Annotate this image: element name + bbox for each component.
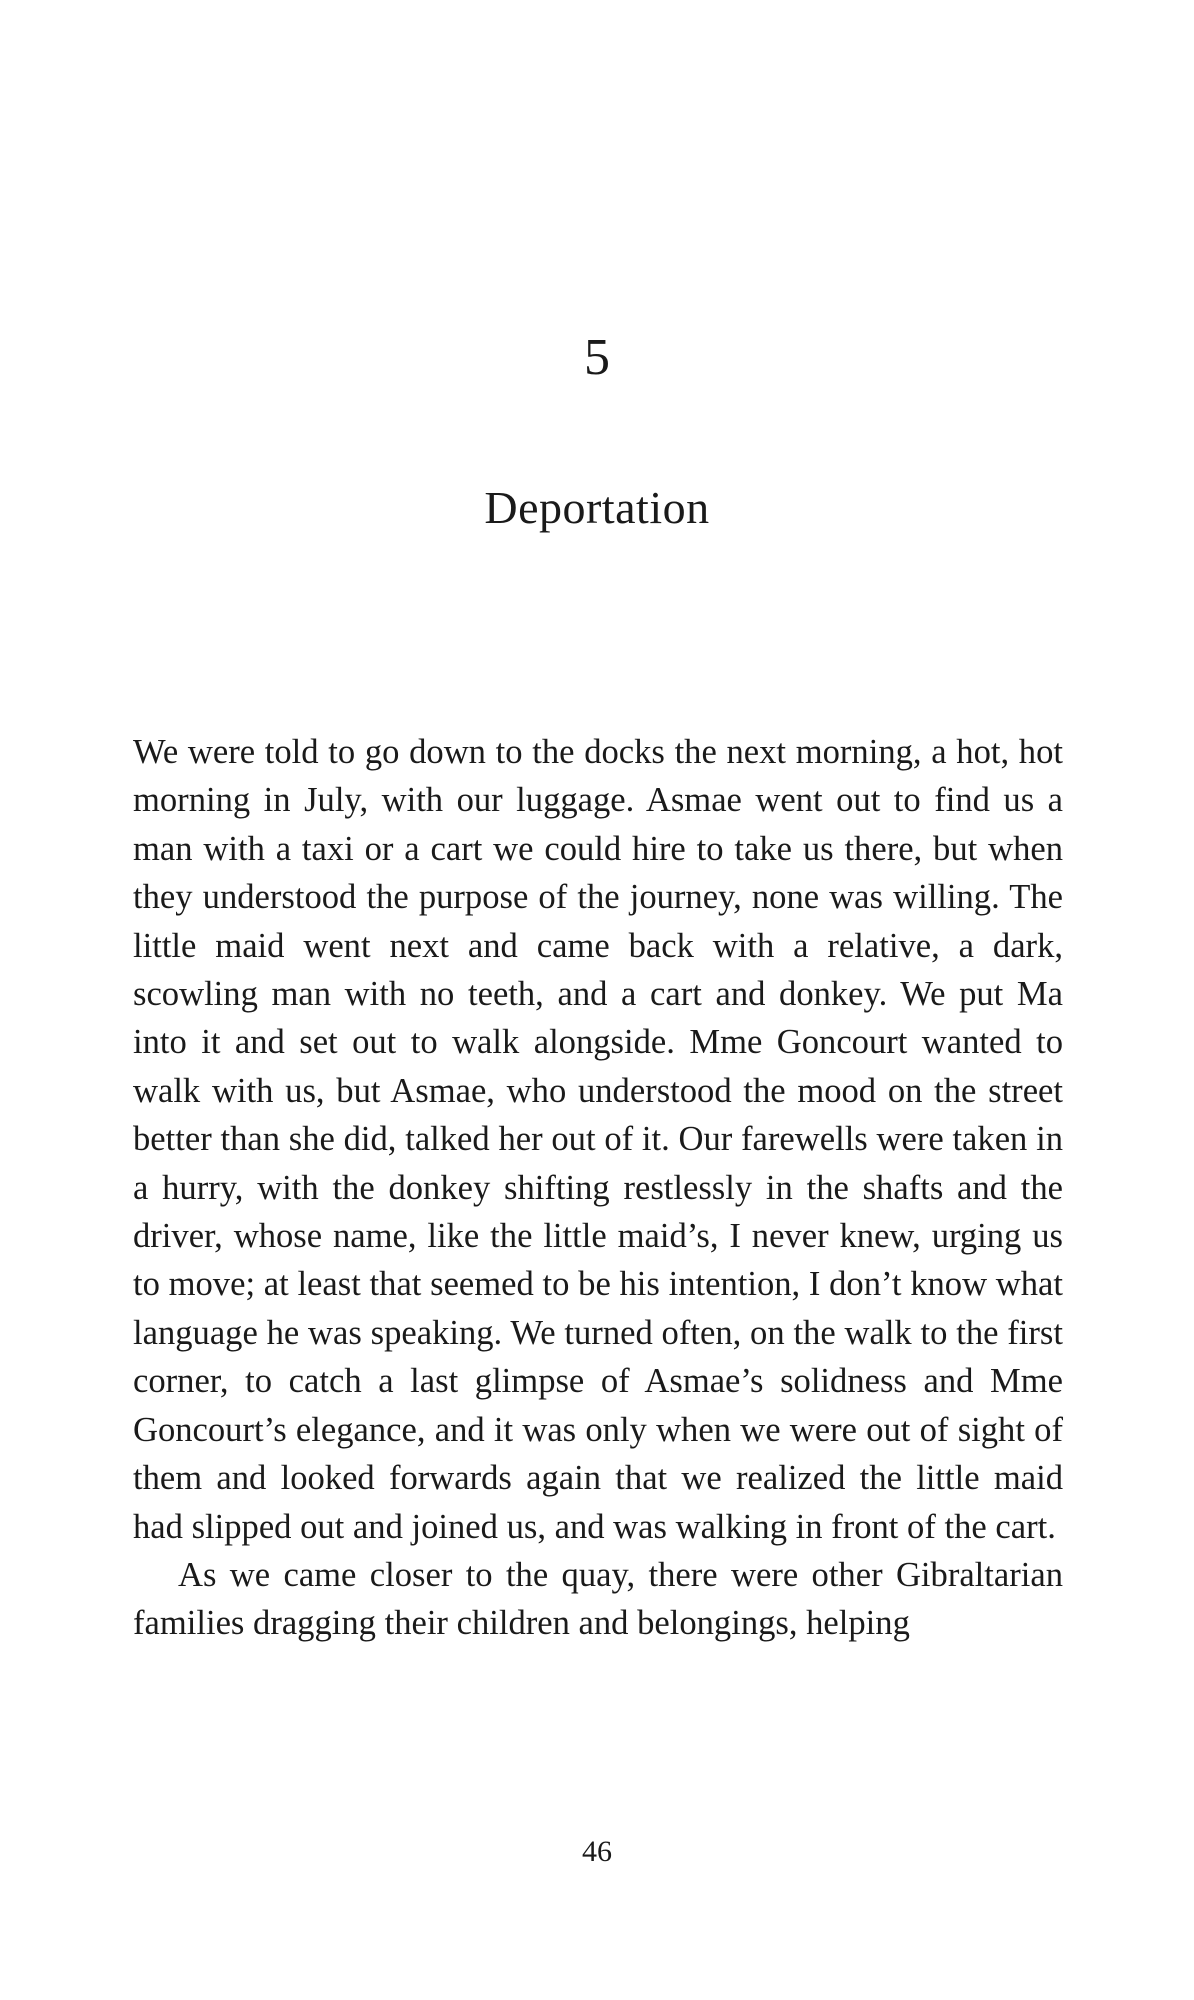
paragraph-1: We were told to go down to the docks the next morning, a hot, hot morning in July, with our luggage. Asmae went out to find us a man with a taxi or a cart we could hire to take us there, but when they understood the purpose of the journey, none was willing. The little maid went next and came back with a relative, a dark, scowling man with no teeth, and a cart and donkey. We put Ma into it and set out to walk alongside. Mme Goncourt wanted to walk with us, but Asmae, who understood the mood on the street better than she did, talked her out of it. Our farewells were taken in a hurry, with the donkey shifting restlessly in the shafts and the driver, whose name, like the little maid’s, I never knew, urging us to move; at least that seemed to be his intention, I don’t know what language he was speaking. We turned often, on the walk to the first corner, to catch a last glimpse of Asmae’s solidness and Mme Goncourt’s elegance, and it was only when we were out of sight of them and looked forwards again that we realized the little maid had slipped out and joined us, and was walking in front of the cart. — [133, 733, 1063, 1546]
chapter-title: Deportation — [484, 482, 710, 533]
paragraph-2: As we came closer to the quay, there were other Gibraltarian families dragging their children and belongings, helping — [133, 1555, 1063, 1643]
chapter-number: 5 — [584, 329, 610, 386]
chapter-body — [133, 728, 1063, 1648]
page-number: 46 — [582, 1835, 612, 1868]
